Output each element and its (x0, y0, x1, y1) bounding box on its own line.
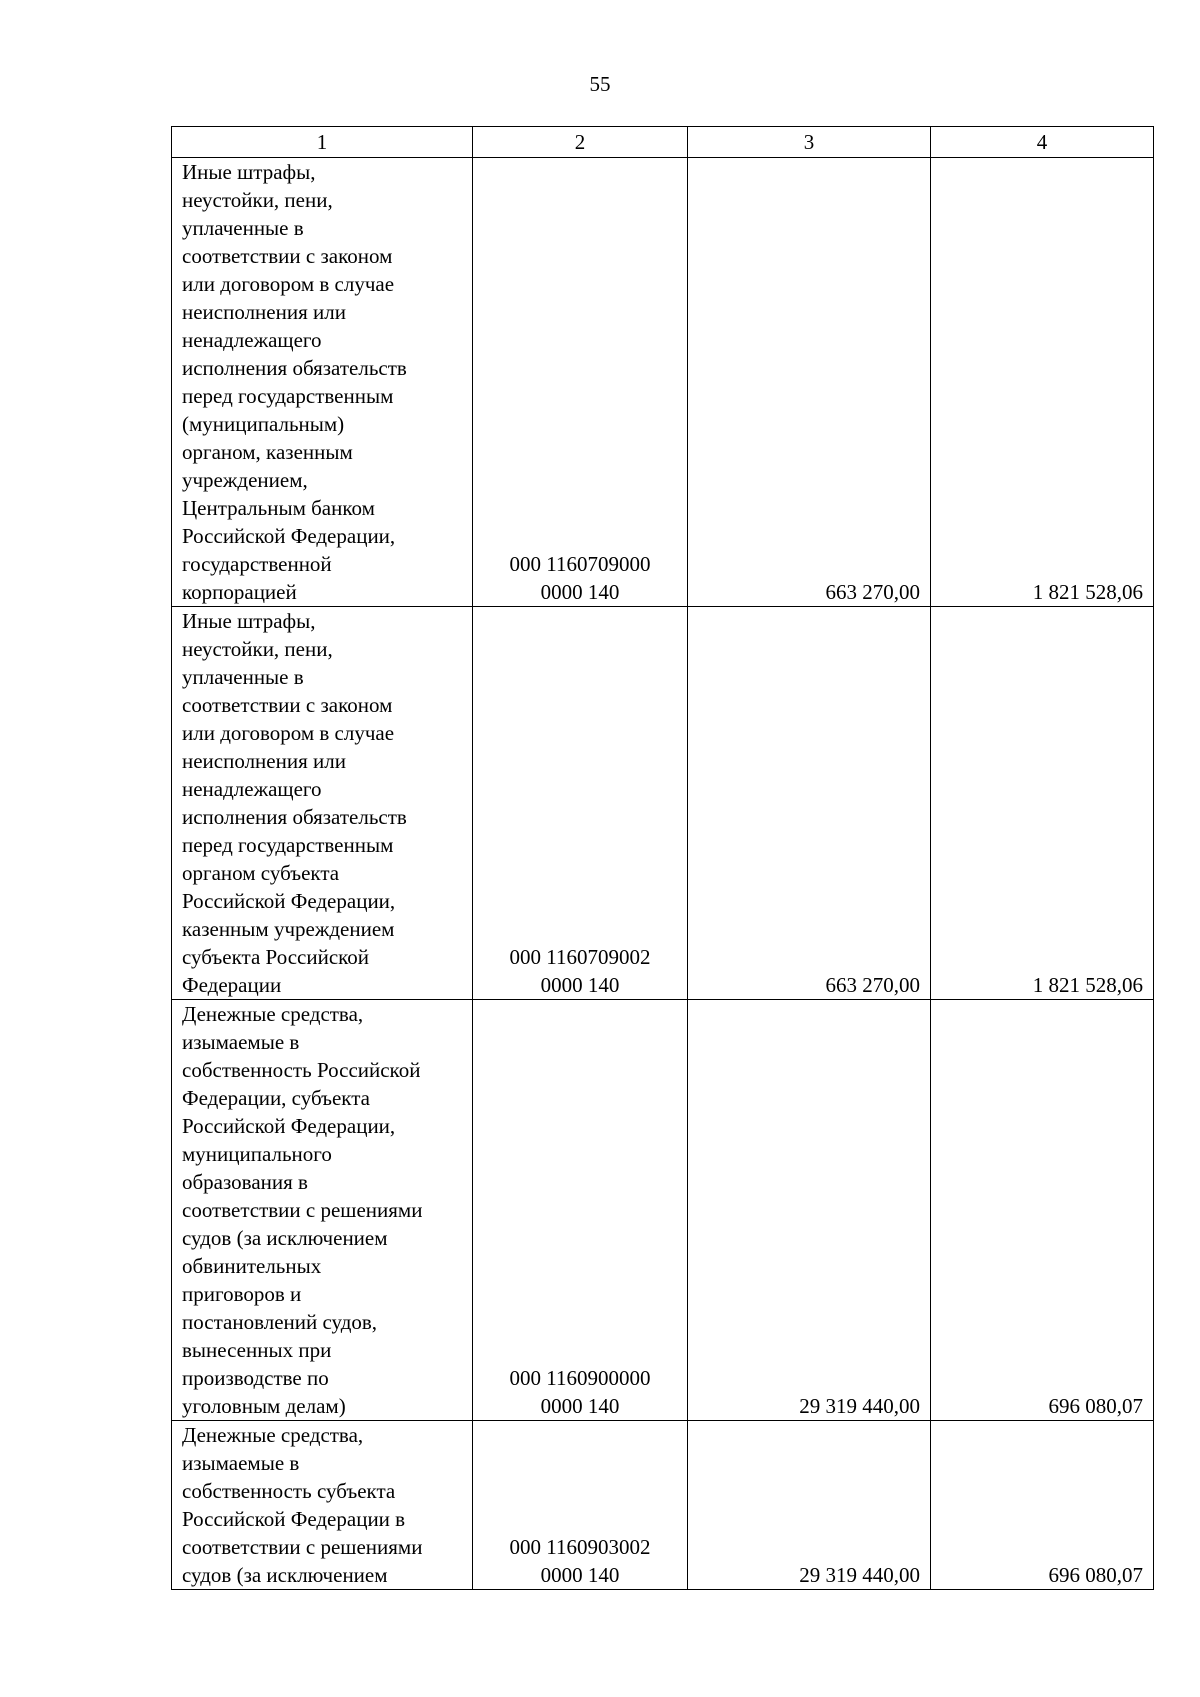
row-name-text: Иные штрафы, неустойки, пени, уплаченные в соответствии с законом или договором в случае неисполнения или ненадлежащего исполнения обязательств перед государственным органом субъекта Российской Федерации, казенным учреждением субъекта Российской Федерации (182, 609, 407, 997)
column-header-1: 1 (172, 127, 473, 158)
table-row (172, 1421, 1154, 1590)
row-name-cell (172, 158, 473, 607)
table-row (172, 1000, 1154, 1421)
row-value-4: 1 821 528,06 (931, 158, 1154, 607)
row-value-3: 29 319 440,00 (688, 1421, 931, 1590)
page-number: 55 (589, 72, 611, 96)
row-code-cell (473, 1000, 688, 1421)
column-header-2: 2 (473, 127, 688, 158)
column-header-3: 3 (688, 127, 931, 158)
table-row (172, 607, 1154, 1000)
row-name-text: Денежные средства, изымаемые в собственность Российской Федерации, субъекта Российской Федерации, муниципального образования в соответствии с решениями судов (за исключением обвинительных приговоров и постановлений судов, вынесенных при производстве по уголовным делам) (182, 1002, 423, 1418)
row-name-cell (172, 1421, 473, 1590)
row-name-cell (172, 607, 473, 1000)
row-value-4: 696 080,07 (931, 1421, 1154, 1590)
row-value-3: 29 319 440,00 (688, 1000, 931, 1421)
row-code-text: 000 1160900000 0000 140 (509, 1366, 651, 1418)
row-value-4: 1 821 528,06 (931, 607, 1154, 1000)
row-code-text: 000 1160709002 0000 140 (509, 945, 651, 997)
row-code-text: 000 1160903002 0000 140 (509, 1535, 651, 1587)
row-value-4: 696 080,07 (931, 1000, 1154, 1421)
row-value-3: 663 270,00 (688, 158, 931, 607)
row-value-3: 663 270,00 (688, 607, 931, 1000)
row-code-cell (473, 607, 688, 1000)
table-row (172, 158, 1154, 607)
row-name-cell (172, 1000, 473, 1421)
row-code-cell (473, 158, 688, 607)
row-name-text: Иные штрафы, неустойки, пени, уплаченные в соответствии с законом или договором в случае неисполнения или ненадлежащего исполнения обязательств перед государственным (муниципальным) органом, казенным учреждением, Центральным банком Российской Федерации, государственной корпорацией (182, 160, 407, 604)
table-header-row (172, 127, 1154, 158)
row-code-text: 000 1160709000 0000 140 (509, 552, 651, 604)
column-header-4: 4 (931, 127, 1154, 158)
budget-table (171, 126, 1154, 1590)
row-code-cell (473, 1421, 688, 1590)
row-name-text: Денежные средства, изымаемые в собственность субъекта Российской Федерации в соответствии с решениями судов (за исключением (182, 1423, 423, 1587)
